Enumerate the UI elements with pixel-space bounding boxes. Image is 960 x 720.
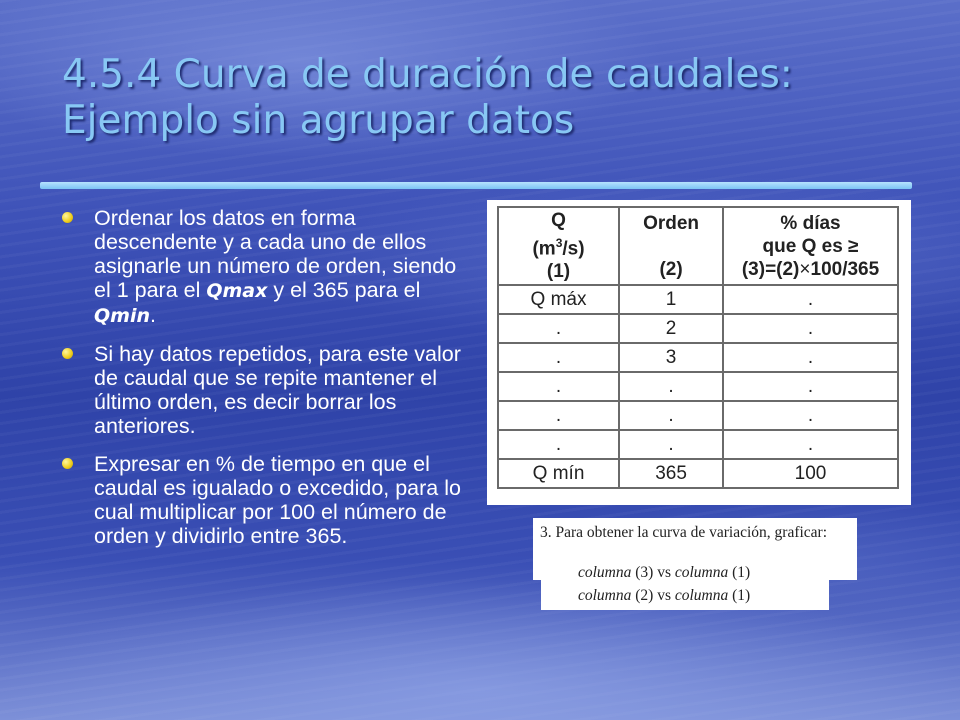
note-text: columna: [674, 587, 729, 604]
table-cell: .: [498, 401, 619, 430]
header-text: 100/365: [810, 258, 880, 280]
title-line-1: 4.5.4 Curva de duración de caudales:: [62, 52, 793, 97]
table-cell: 3: [619, 343, 723, 372]
bullet-text: Expresar en % de tiempo en que el caudal es igualado o excedido, para lo cual multiplicar por 100 el número de orden y dividirlo entre 365.: [94, 452, 461, 548]
header-text: (1): [546, 261, 571, 283]
table-cell: .: [498, 343, 619, 372]
bullet-dot-icon: [62, 212, 73, 223]
table-cell: .: [723, 372, 898, 401]
emphasis-qmin: Qmin: [94, 305, 150, 327]
emphasis-qmax: Qmax: [206, 280, 268, 302]
table-row: [498, 285, 898, 314]
title-underline: [40, 182, 912, 189]
table-header-row: [498, 207, 898, 285]
table-cell: 2: [619, 314, 723, 343]
note-heading: 3. Para obtener la curva de variación, graficar:: [540, 524, 828, 541]
note-text: (1): [728, 564, 751, 581]
header-percent-days: [723, 207, 898, 285]
header-text: (3)=(2): [741, 258, 800, 280]
bullet-list: [62, 206, 462, 562]
table-cell: 365: [619, 459, 723, 488]
table-cell: 1: [619, 285, 723, 314]
bullet-dot-icon: [62, 458, 73, 469]
note-text: columna: [578, 564, 632, 581]
table-panel: [487, 200, 911, 505]
bullet-dot-icon: [62, 348, 73, 359]
table-cell: .: [498, 372, 619, 401]
note-text: (3) vs: [631, 564, 675, 581]
table-row: [498, 314, 898, 343]
table-row: [498, 343, 898, 372]
slide-title: [62, 52, 922, 144]
bullet-item: [62, 342, 462, 438]
bullet-text: Ordenar los datos en forma descendente y a cada uno de ellos asignarle un número de orden, siendo el 1 para el: [94, 206, 457, 302]
header-text: que Q es ≥: [762, 235, 859, 257]
bullet-text: Si hay datos repetidos, para este valor de caudal que se repite mantener el último orden, es decir borrar los anteriores.: [94, 342, 461, 438]
note-text: columna: [674, 564, 729, 581]
title-line-2: Ejemplo sin agrupar datos: [62, 98, 575, 143]
times-sign: ×: [799, 258, 811, 280]
note-text: (2) vs: [631, 587, 675, 604]
bullet-text: y el 365 para el: [267, 278, 421, 302]
header-text: 3: [555, 235, 563, 250]
table-row: [498, 401, 898, 430]
note-text: (1): [728, 587, 751, 604]
header-orden: [619, 207, 723, 285]
table-cell: .: [619, 401, 723, 430]
table-row: [498, 459, 898, 488]
bullet-item: [62, 206, 462, 328]
header-text: (2): [659, 258, 683, 280]
header-text: Orden: [643, 212, 700, 234]
table-cell: .: [723, 401, 898, 430]
bullet-item: [62, 452, 462, 548]
note-text: columna: [578, 587, 632, 604]
table-row: [498, 372, 898, 401]
table-cell: .: [619, 430, 723, 459]
table-cell: .: [723, 343, 898, 372]
header-text: (m: [532, 238, 556, 260]
table-cell: 100: [723, 459, 898, 488]
table-cell: Q mín: [498, 459, 619, 488]
header-text: % días: [780, 212, 841, 234]
note-line-1: [578, 564, 750, 582]
table-cell: .: [723, 285, 898, 314]
table-cell: .: [723, 430, 898, 459]
header-caudal: [498, 207, 619, 285]
header-text: /s): [562, 238, 585, 260]
table-cell: Q máx: [498, 285, 619, 314]
table-row: [498, 430, 898, 459]
flow-duration-table: [497, 206, 899, 489]
header-text: Q: [551, 209, 566, 231]
bullet-text: .: [150, 303, 156, 327]
table-cell: .: [619, 372, 723, 401]
table-cell: .: [498, 314, 619, 343]
note-line-2: [578, 587, 750, 605]
table-cell: .: [498, 430, 619, 459]
table-cell: .: [723, 314, 898, 343]
